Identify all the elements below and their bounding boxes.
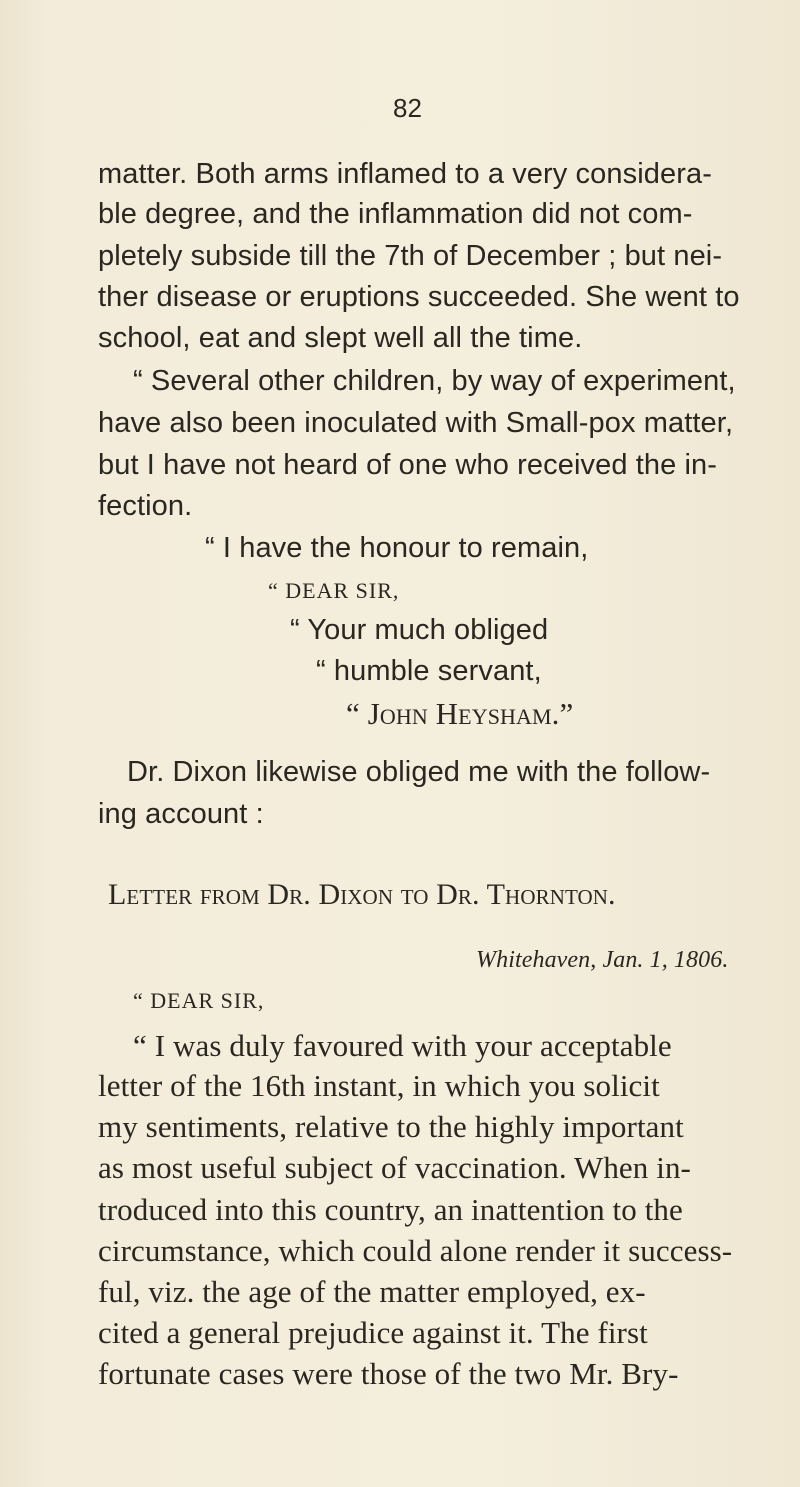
text-line: ble degree, and the inflammation did not com- (98, 198, 693, 230)
text-line: circumstance, which could alone render it success- (98, 1233, 733, 1268)
signature-name: “ John Heysham.” (346, 696, 574, 731)
text-line: matter. Both arms inflamed to a very considera- (98, 158, 712, 190)
text-line: “ Several other children, by way of experiment, (133, 365, 736, 397)
closing-salutation: “ DEAR SIR, (268, 578, 400, 603)
text-line: my sentiments, relative to the highly important (98, 1109, 684, 1144)
text-line: “ I was duly favoured with your acceptable (133, 1028, 672, 1063)
dateline: Whitehaven, Jan. 1, 1806. (476, 947, 729, 973)
page-number: 82 (393, 93, 422, 123)
text-line: pletely subside till the 7th of December ; but nei- (98, 240, 723, 272)
letter-heading: Letter from Dr. Dixon to Dr. Thornton. (108, 878, 616, 911)
text-line: have also been inoculated with Small-pox matter, (98, 407, 734, 439)
letter-salutation: “ DEAR SIR, (133, 988, 265, 1013)
text-line: cited a general prejudice against it. The first (98, 1315, 648, 1350)
text-line: but I have not heard of one who received the in- (98, 449, 718, 481)
text-line: ther disease or eruptions succeeded. She went to (98, 281, 740, 313)
closing-line: “ Your much obliged (290, 614, 549, 646)
text-line: troduced into this country, an inattention to the (98, 1192, 683, 1227)
text-line: school, eat and slept well all the time. (98, 322, 583, 354)
text-line: fection. (98, 490, 193, 522)
closing-line: “ I have the honour to remain, (205, 532, 589, 564)
text-line: letter of the 16th instant, in which you solicit (98, 1068, 660, 1103)
text-line: ing account : (98, 798, 264, 830)
text-line: Dr. Dixon likewise obliged me with the follow- (127, 756, 711, 788)
closing-line: “ humble servant, (316, 655, 542, 687)
text-line: fortunate cases were those of the two Mr. Bry- (98, 1356, 679, 1391)
text-line: ful, viz. the age of the matter employed, ex- (98, 1274, 646, 1309)
text-line: as most useful subject of vaccination. When in- (98, 1150, 691, 1185)
